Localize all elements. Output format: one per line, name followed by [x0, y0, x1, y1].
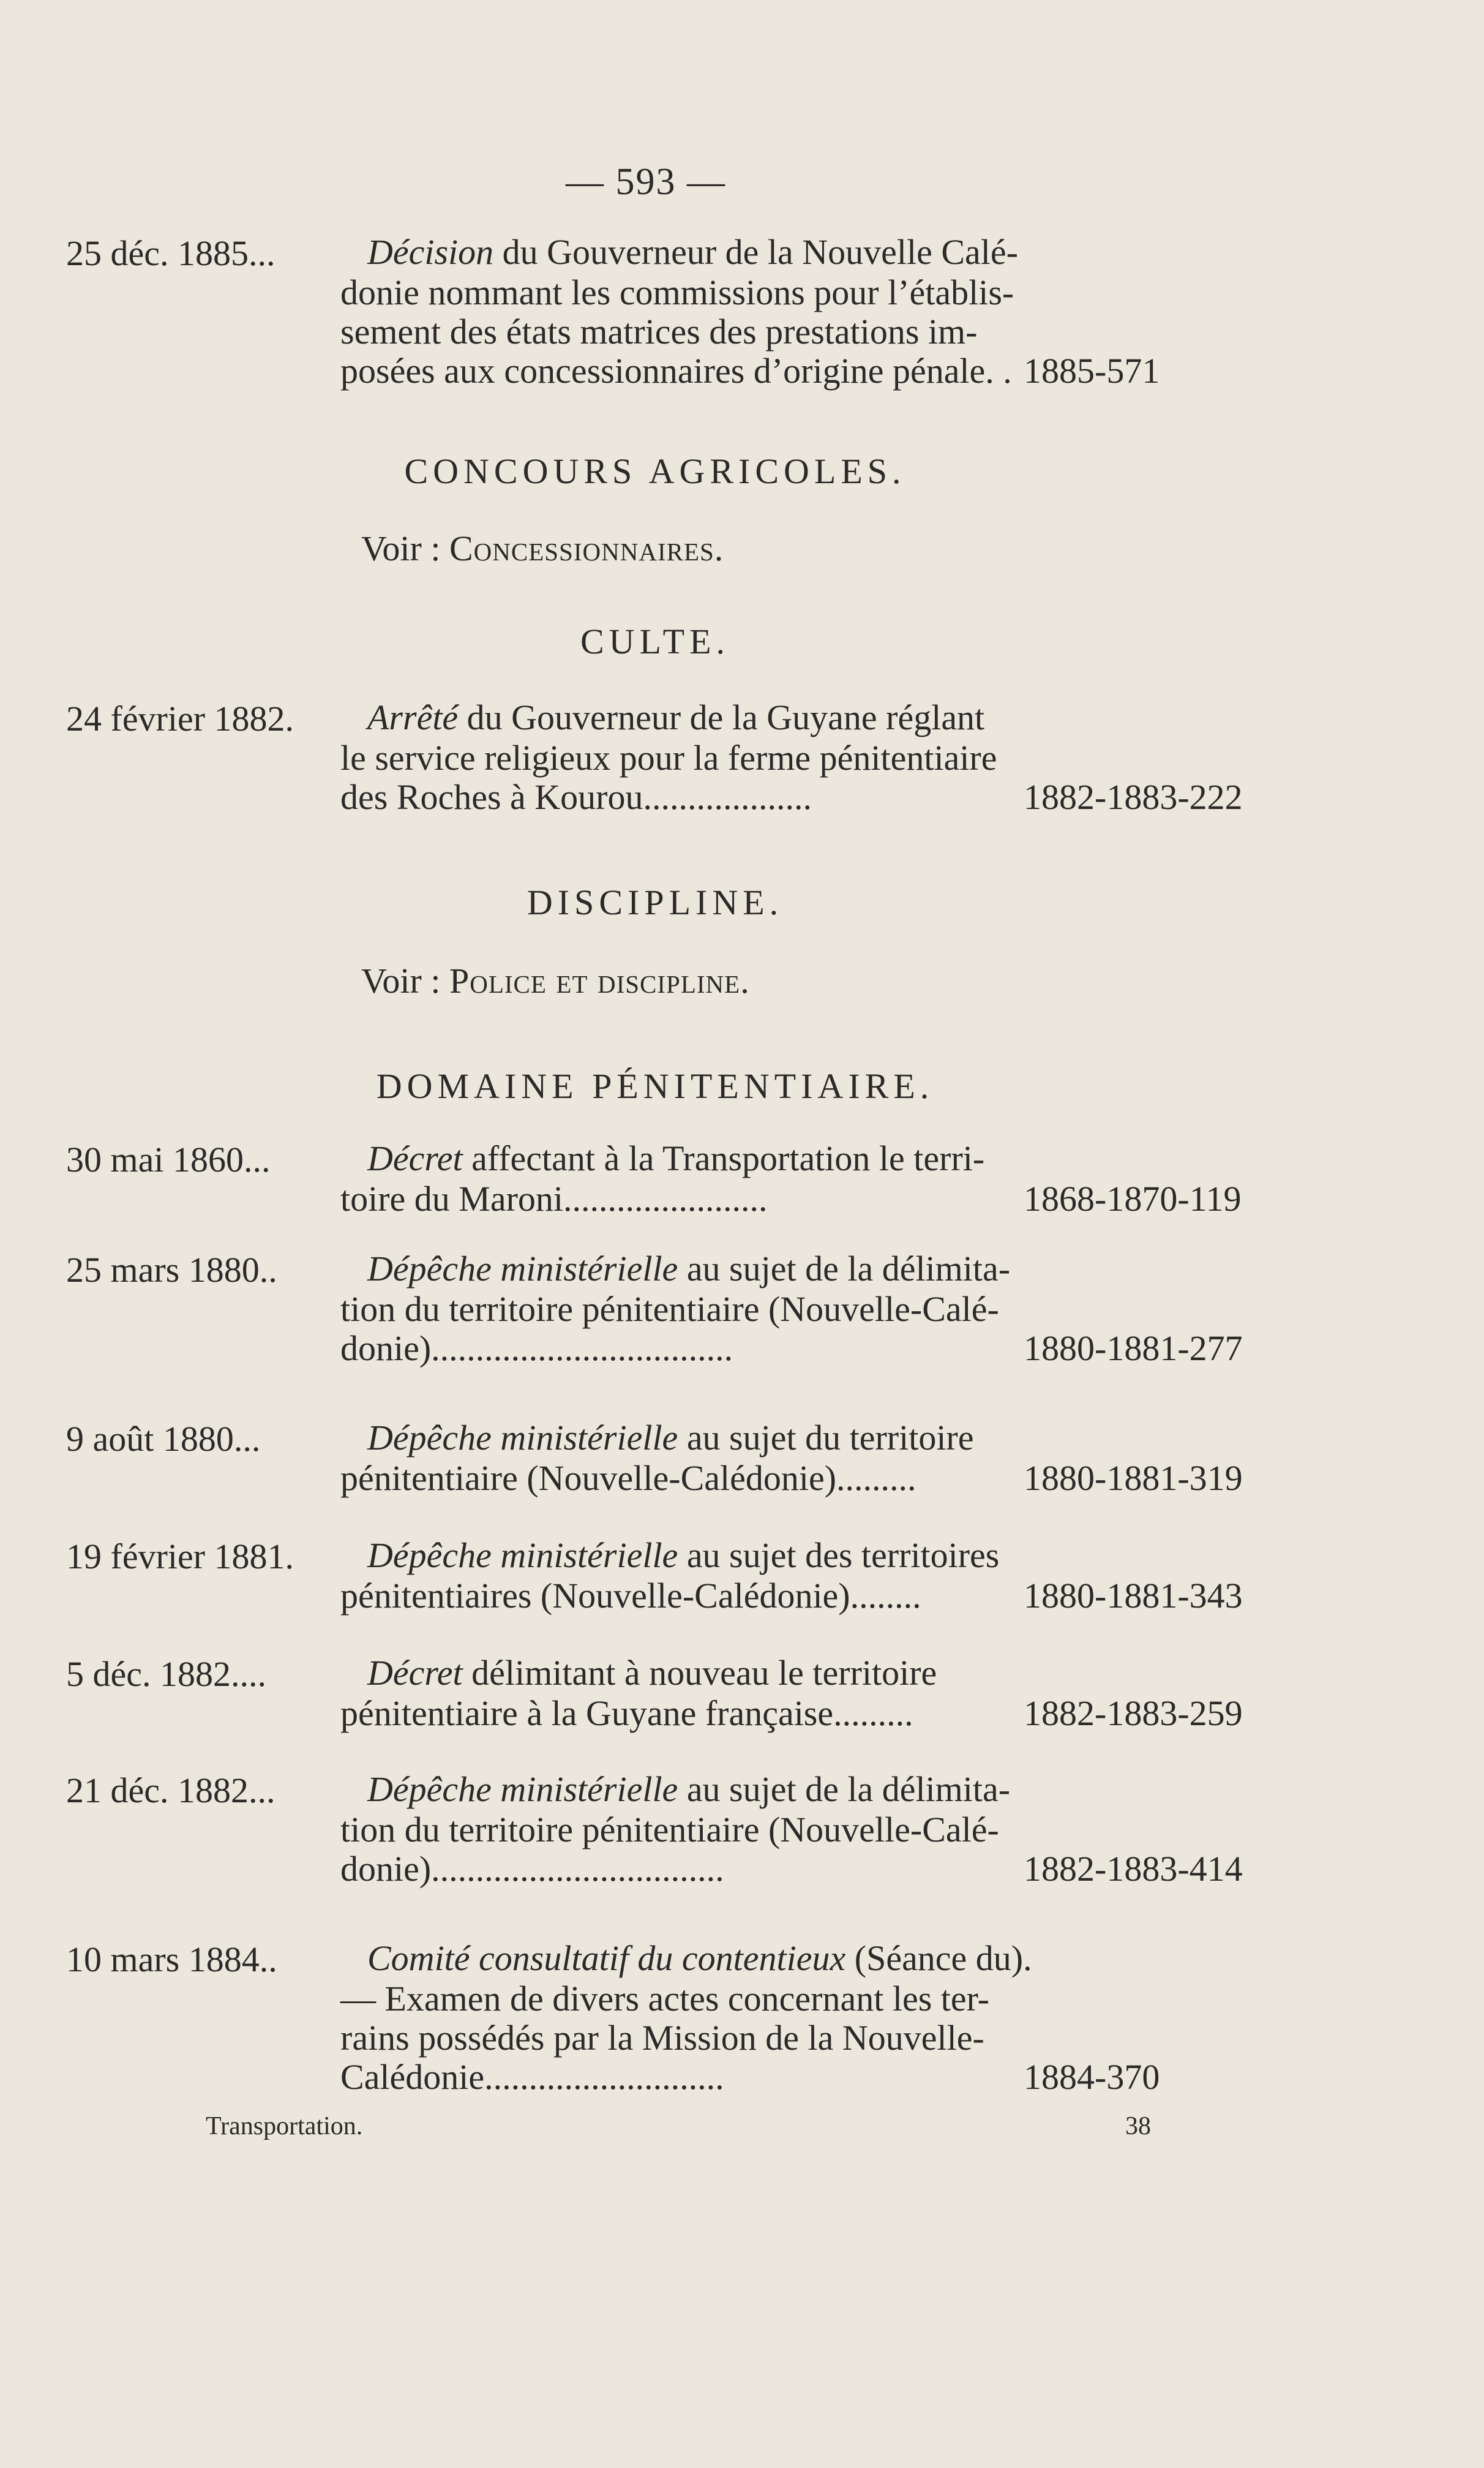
- entry-date: 21 déc. 1882...: [66, 1770, 275, 1810]
- entry-line: Arrêté du Gouverneur de la Guyane réglant: [367, 698, 985, 737]
- entry-line: toire du Maroni.......................: [340, 1179, 768, 1219]
- entry-line: donie).................................: [340, 1849, 724, 1889]
- entry-reference: 1880-1881-343: [1024, 1576, 1243, 1616]
- footer-signature-mark: 38: [1125, 2112, 1151, 2140]
- entry-line: Calédonie...........................: [340, 2057, 724, 2097]
- entry-reference: 1882-1883-222: [1024, 777, 1243, 817]
- entry-line: pénitentiaire (Nouvelle-Calédonie).........: [340, 1458, 916, 1498]
- see-also-prefix: Voir :: [361, 529, 441, 568]
- entry-date: 10 mars 1884..: [66, 1939, 277, 1979]
- entry-date: 25 mars 1880..: [66, 1250, 277, 1290]
- entry-line: donie nommant les commissions pour l’établis-: [340, 273, 1014, 312]
- entry-line: des Roches à Kourou...................: [340, 777, 812, 817]
- entry-line: rains possédés par la Mission de la Nouvelle-: [340, 2018, 984, 2058]
- page-number: — 593 —: [566, 161, 726, 203]
- entry-line: tion du territoire pénitentiaire (Nouvelle-Calé-: [340, 1289, 999, 1329]
- entry-line: Dépêche ministérielle au sujet des territoires: [367, 1535, 1000, 1575]
- section-heading-domaine: DOMAINE PÉNITENTIAIRE.: [376, 1066, 934, 1106]
- entry-date: 30 mai 1860...: [66, 1140, 271, 1179]
- entry-line: Décret délimitant à nouveau le territoire: [367, 1653, 937, 1693]
- entry-date: 24 février 1882.: [66, 699, 294, 739]
- section-heading-concours: CONCOURS AGRICOLES.: [404, 451, 906, 491]
- section-heading-discipline: DISCIPLINE.: [527, 882, 784, 922]
- entry-line: pénitentiaires (Nouvelle-Calédonie)........: [340, 1576, 921, 1616]
- entry-date: 25 déc. 1885...: [66, 233, 275, 273]
- entry-line: Dépêche ministérielle au sujet de la délimita-: [367, 1249, 1011, 1289]
- entry-line: Décision du Gouverneur de la Nouvelle Calé-: [367, 232, 1018, 272]
- see-also-target: Concessionnaires.: [449, 529, 724, 568]
- entry-line: pénitentiaire à la Guyane française.........: [340, 1693, 913, 1733]
- entry-line: Dépêche ministérielle au sujet du territoire: [367, 1418, 974, 1458]
- entry-reference: 1882-1883-414: [1024, 1849, 1243, 1889]
- entry-line: Décret affectant à la Transportation le terri-: [367, 1138, 985, 1178]
- entry-line: Dépêche ministérielle au sujet de la délimita-: [367, 1769, 1011, 1809]
- see-also-discipline: [361, 960, 750, 1001]
- entry-date: 9 août 1880...: [66, 1419, 261, 1459]
- entry-line: Comité consultatif du contentieux (Séance du).: [367, 1938, 1032, 1978]
- entry-date: 5 déc. 1882....: [66, 1654, 266, 1694]
- entry-line: — Examen de divers actes concernant les ter-: [340, 1979, 990, 2018]
- entry-line: donie)..................................: [340, 1328, 733, 1368]
- entry-line: posées aux concessionnaires d’origine pénale. .: [340, 351, 1012, 391]
- entry-reference: 1884-370: [1024, 2057, 1160, 2097]
- entry-reference: 1880-1881-319: [1024, 1458, 1243, 1498]
- entry-reference: 1868-1870-119: [1024, 1179, 1242, 1219]
- entry-line: le service religieux pour la ferme pénitentiaire: [340, 738, 997, 778]
- see-also-prefix: Voir :: [361, 961, 441, 1001]
- entry-line: sement des états matrices des prestations im-: [340, 312, 978, 352]
- entry-reference: 1882-1883-259: [1024, 1693, 1243, 1733]
- entry-date: 19 février 1881.: [66, 1537, 294, 1576]
- entry-line: tion du territoire pénitentiaire (Nouvelle-Calé-: [340, 1810, 999, 1849]
- section-heading-culte: CULTE.: [580, 622, 730, 661]
- entry-reference: 1885-571: [1024, 351, 1160, 391]
- entry-reference: 1880-1881-277: [1024, 1328, 1243, 1368]
- see-also-concours: [361, 528, 724, 569]
- see-also-target: Police et discipline.: [449, 961, 750, 1001]
- footer-running-title: Transportation.: [206, 2112, 363, 2140]
